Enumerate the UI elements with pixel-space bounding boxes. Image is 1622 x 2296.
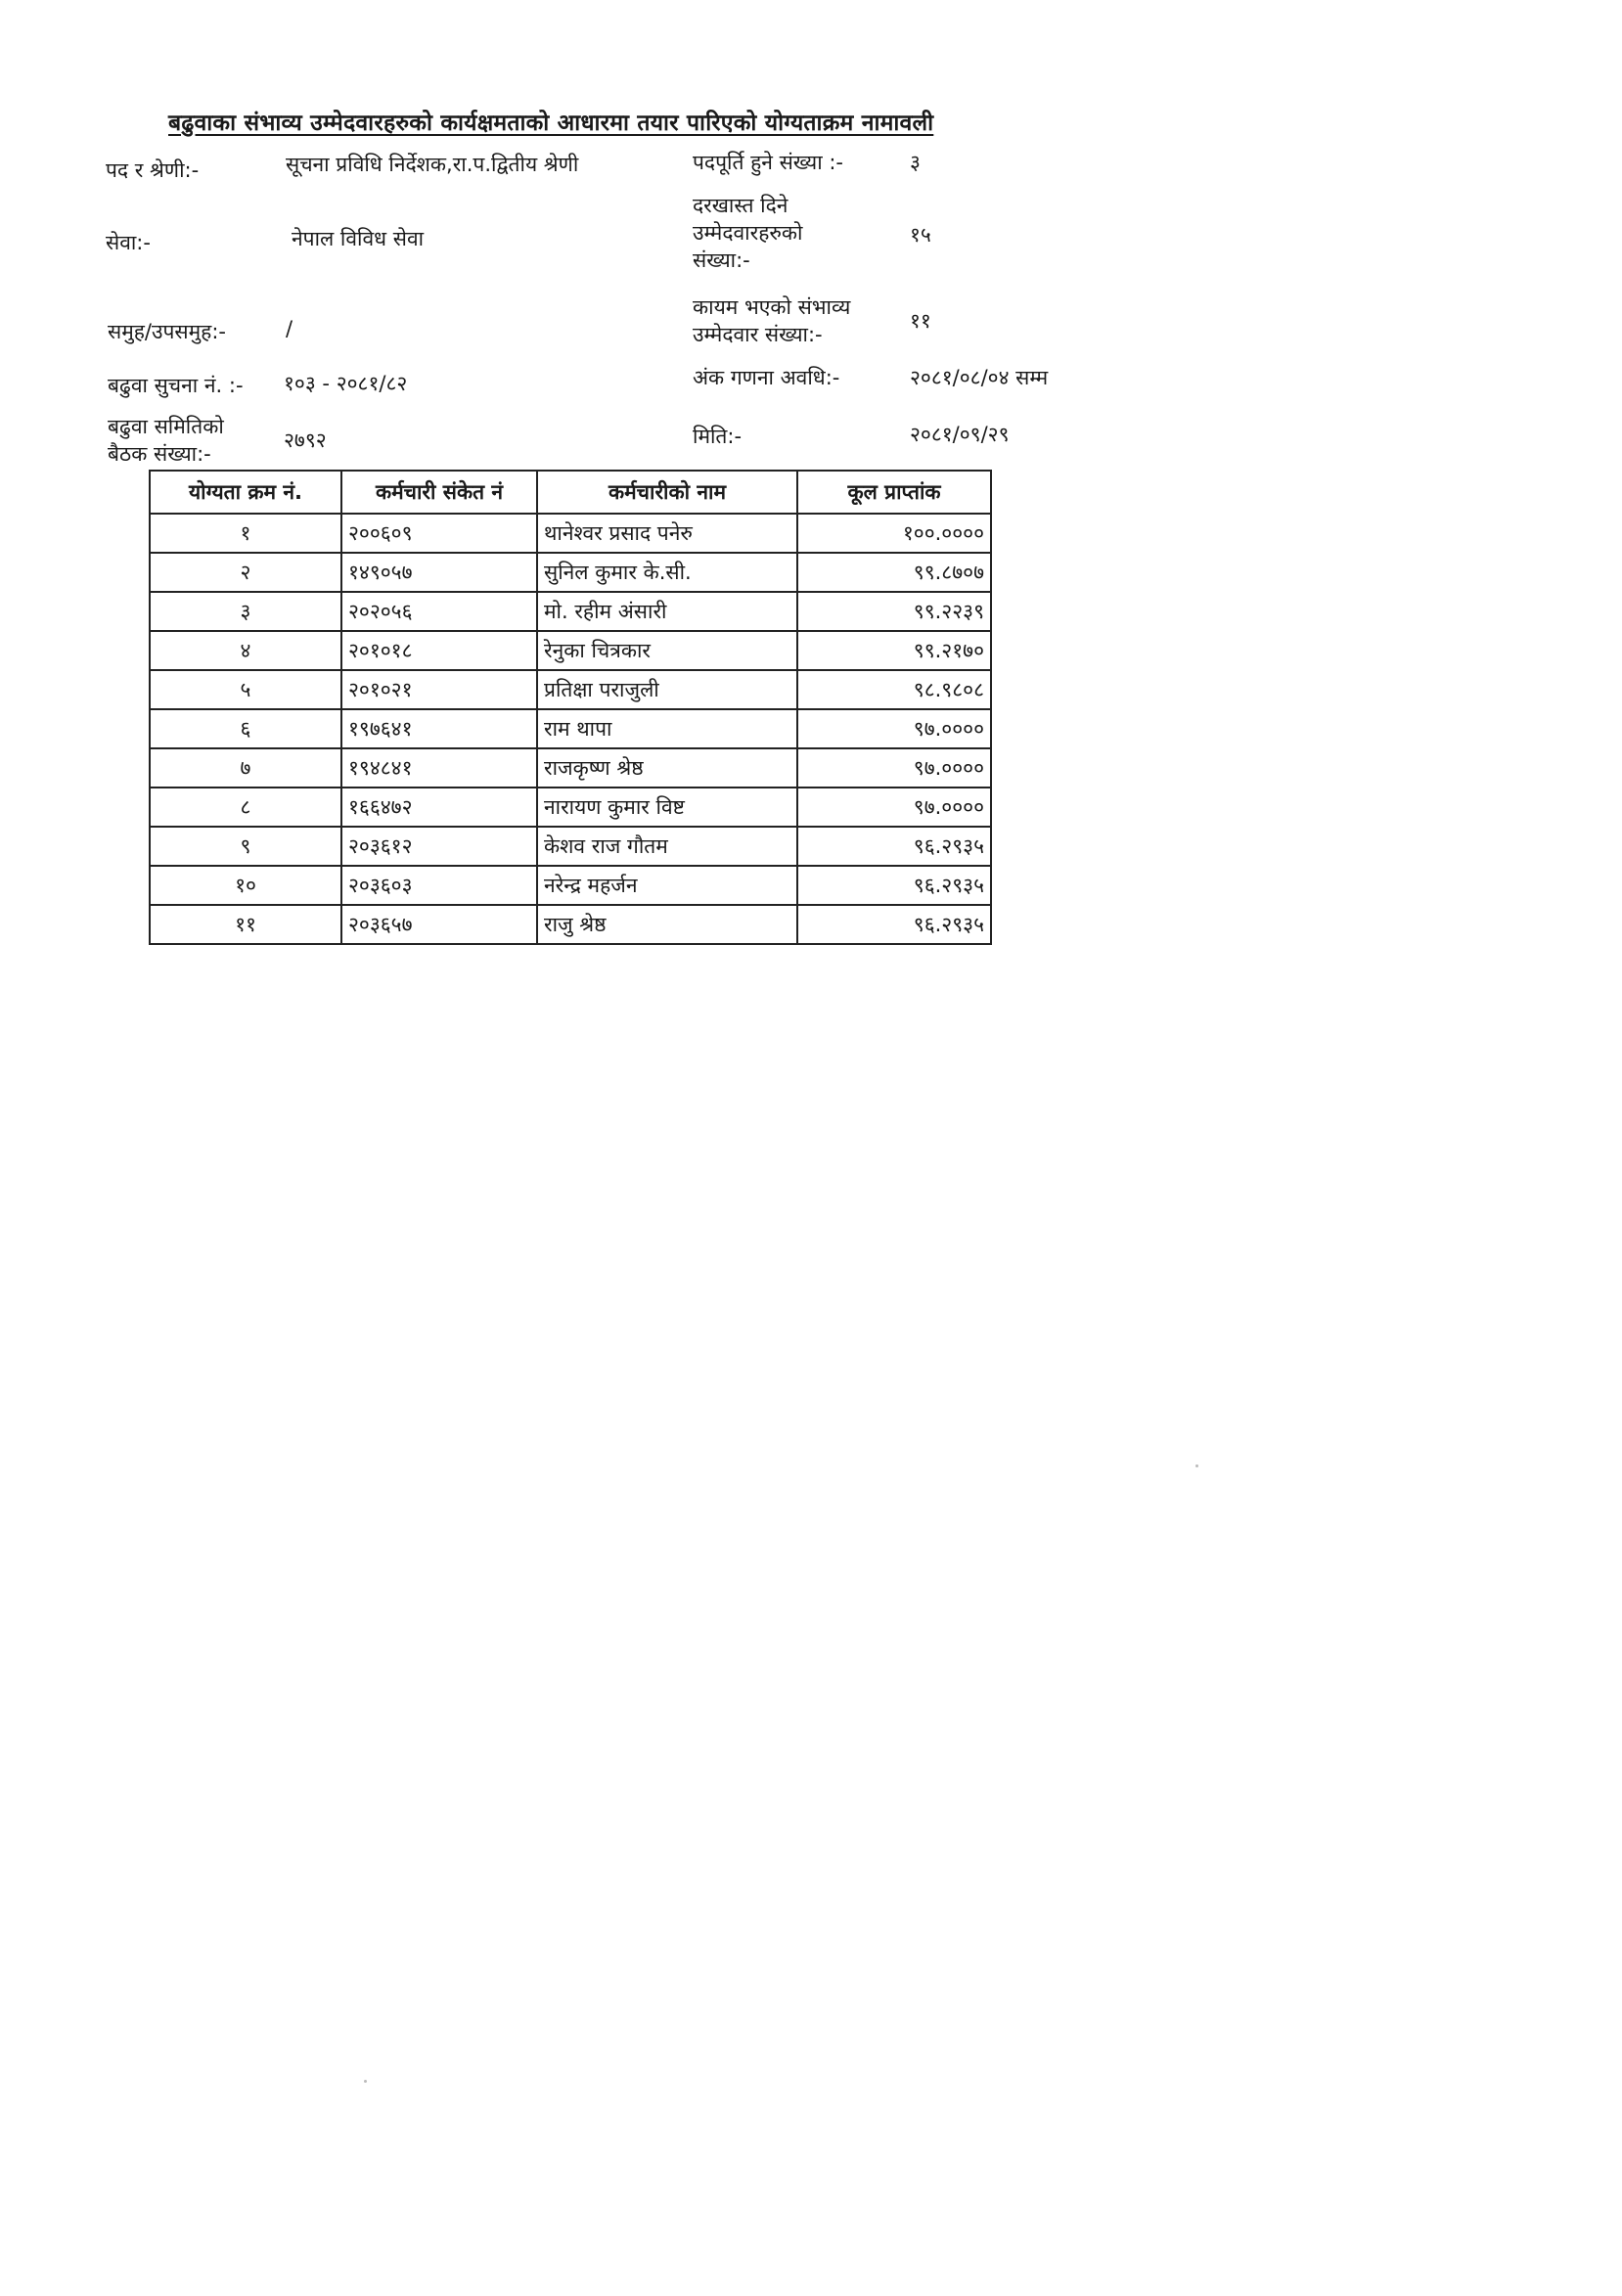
employee-name-cell: राजकृष्ण श्रेष्ठ xyxy=(537,748,797,788)
vacancy-label: पदपूर्ति हुने संख्या :- xyxy=(693,151,844,174)
table-row xyxy=(150,670,991,709)
notice-value: १०३ - २०८१/८२ xyxy=(284,372,408,395)
total-score-cell: ९६.२९३५ xyxy=(797,866,991,905)
total-score-cell: ९९.२२३९ xyxy=(797,592,991,631)
total-score-cell: ९६.२९३५ xyxy=(797,827,991,866)
applicants-label: दरखास्त दिने उम्मेदवारहरुको संख्या:- xyxy=(693,194,803,272)
table-row xyxy=(150,866,991,905)
employee-code-cell: २०३६१२ xyxy=(341,827,537,866)
header-total-score: कूल प्राप्तांक xyxy=(797,471,991,514)
rank-cell: ७ xyxy=(150,748,341,788)
header-rank: योग्यता क्रम नं. xyxy=(150,471,341,514)
meeting-value: २७९२ xyxy=(284,428,327,452)
employee-code-cell: २०१०१८ xyxy=(341,631,537,670)
employee-code-cell: २०३६०३ xyxy=(341,866,537,905)
employee-code-cell: २०२०५६ xyxy=(341,592,537,631)
rank-cell: ११ xyxy=(150,905,341,944)
employee-code-cell: २००६०९ xyxy=(341,514,537,553)
table-row xyxy=(150,709,991,748)
scan-speck xyxy=(1195,1464,1198,1467)
table-row xyxy=(150,592,991,631)
employee-name-cell: नारायण कुमार विष्ट xyxy=(537,788,797,827)
service-label: सेवा:- xyxy=(106,231,151,254)
header-employee-code: कर्मचारी संकेत नं xyxy=(341,471,537,514)
rank-cell: ४ xyxy=(150,631,341,670)
post-label: पद र श्रेणी:- xyxy=(106,158,200,182)
total-score-cell: ९८.९८०८ xyxy=(797,670,991,709)
rank-cell: ५ xyxy=(150,670,341,709)
rank-cell: १० xyxy=(150,866,341,905)
date-label: मिति:- xyxy=(693,425,743,448)
notice-label: बढुवा सुचना नं. :- xyxy=(108,374,244,397)
rank-cell: ६ xyxy=(150,709,341,748)
date-value: २०८१/०९/२९ xyxy=(910,423,1010,446)
rank-cell: ९ xyxy=(150,827,341,866)
table-row xyxy=(150,631,991,670)
total-score-cell: ९७.०००० xyxy=(797,748,991,788)
table-row xyxy=(150,788,991,827)
total-score-cell: १००.०००० xyxy=(797,514,991,553)
table-row xyxy=(150,553,991,592)
employee-name-cell: थानेश्वर प्रसाद पनेरु xyxy=(537,514,797,553)
table-row xyxy=(150,905,991,944)
total-score-cell: ९७.०००० xyxy=(797,788,991,827)
employee-name-cell: मो. रहीम अंसारी xyxy=(537,592,797,631)
table-row xyxy=(150,748,991,788)
employee-code-cell: २०३६५७ xyxy=(341,905,537,944)
service-value: नेपाल विविध सेवा xyxy=(292,227,425,250)
header-employee-name: कर्मचारीको नाम xyxy=(537,471,797,514)
total-score-cell: ९९.२१७० xyxy=(797,631,991,670)
employee-code-cell: १९७६४१ xyxy=(341,709,537,748)
employee-code-cell: १९४८४१ xyxy=(341,748,537,788)
candidates-label: कायम भएको संभाव्य उम्मेदवार संख्या:- xyxy=(693,295,851,346)
rank-cell: ८ xyxy=(150,788,341,827)
total-score-cell: ९६.२९३५ xyxy=(797,905,991,944)
employee-name-cell: प्रतिक्षा पराजुली xyxy=(537,670,797,709)
employee-code-cell: १४९०५७ xyxy=(341,553,537,592)
post-value: सूचना प्रविधि निर्देशक,रा.प.द्वितीय श्रेणी xyxy=(286,153,579,176)
table-row xyxy=(150,514,991,553)
total-score-cell: ९७.०००० xyxy=(797,709,991,748)
table-header-row xyxy=(150,471,991,514)
table-row xyxy=(150,827,991,866)
group-label: समुह/उपसमुह:- xyxy=(108,320,226,343)
employee-name-cell: रेनुका चित्रकार xyxy=(537,631,797,670)
candidates-value: ११ xyxy=(910,309,931,333)
total-score-cell: ९९.८७०७ xyxy=(797,553,991,592)
meeting-label: बढुवा समितिको बैठक संख्या:- xyxy=(108,415,224,466)
scan-speck xyxy=(364,2080,367,2083)
employee-code-cell: १६६४७२ xyxy=(341,788,537,827)
employee-name-cell: राम थापा xyxy=(537,709,797,748)
employee-name-cell: सुनिल कुमार के.सी. xyxy=(537,553,797,592)
employee-code-cell: २०१०२१ xyxy=(341,670,537,709)
vacancy-value: ३ xyxy=(910,151,921,174)
rank-cell: १ xyxy=(150,514,341,553)
employee-name-cell: केशव राज गौतम xyxy=(537,827,797,866)
rank-cell: ३ xyxy=(150,592,341,631)
employee-name-cell: नरेन्द्र महर्जन xyxy=(537,866,797,905)
group-value: / xyxy=(286,317,293,340)
period-label: अंक गणना अवधि:- xyxy=(693,366,840,389)
document-title: बढुवाका संभाव्य उम्मेदवारहरुको कार्यक्षमताको आधारमा तयार पारिएको योग्यताक्रम नामावली xyxy=(168,111,934,136)
table-body xyxy=(150,514,991,944)
merit-list-table xyxy=(149,470,992,945)
applicants-value: १५ xyxy=(910,223,931,247)
employee-name-cell: राजु श्रेष्ठ xyxy=(537,905,797,944)
period-value: २०८१/०८/०४ सम्म xyxy=(910,366,1049,389)
rank-cell: २ xyxy=(150,553,341,592)
